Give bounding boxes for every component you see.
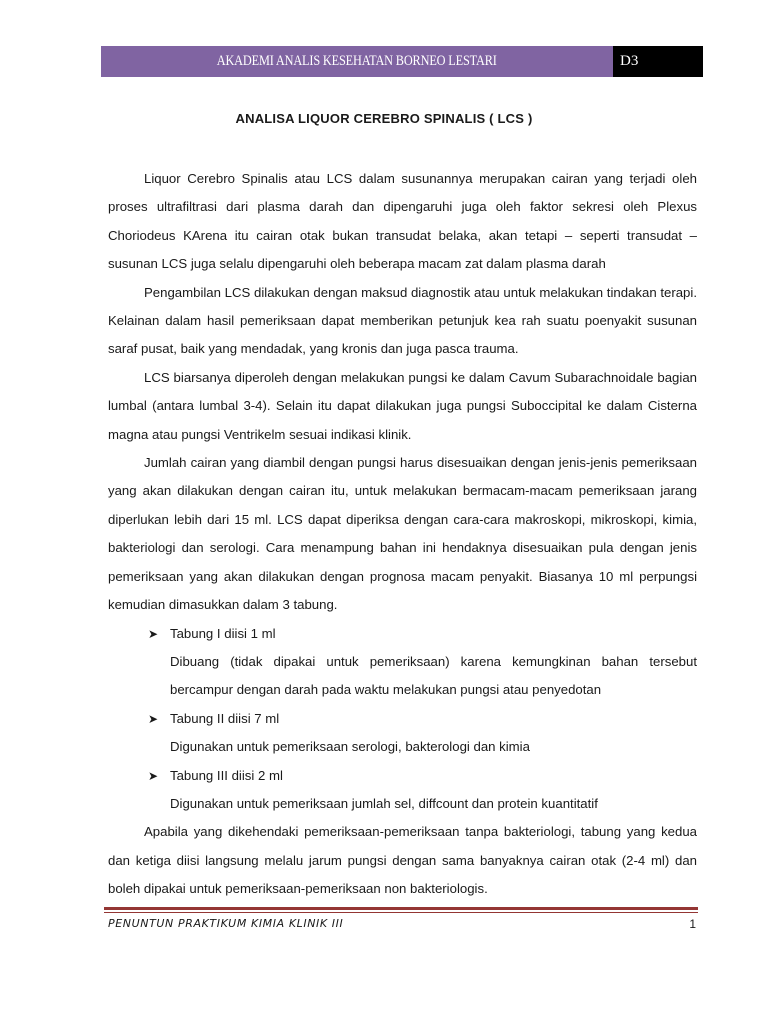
tube-description: Digunakan untuk pemeriksaan jumlah sel, diffcount dan protein kuantitatif [170,795,598,811]
paragraph-2: Pengambilan LCS dilakukan dengan maksud diagnostik atau untuk melakukan tindakan terapi. Kelainan dalam hasil pemeriksaan dapat memberikan petunjuk kea rah suatu poenyakit susunan saraf pusat, baik yang mendadak, yang kronis dan juga pasca trauma. [108,284,697,357]
paragraph-4: Jumlah cairan yang diambil dengan pungsi harus disesuaikan dengan jenis-jenis pemeriksaan yang akan dilakukan dengan cairan itu, untuk melakukan bermacam-macam pemeriksaan jarang diperlukan lebih dari 15 ml. LCS dapat diperiksa dengan cara-cara makroskopi, mikroskopi, kimia, bakteriologi dan serologi. Cara menampung bahan ini hendaknya disesuaikan pula dengan jenis pemeriksaan yang akan dilakukan dengan prognosa macam penyakit. Biasanya 10 ml perpungsi kemudian dimasukkan dalam 3 tabung. [108,455,697,613]
arrow-bullet-icon: ➤ [148,626,159,641]
header-institution-box [101,46,613,77]
page-number: 1 [689,917,696,931]
tube-description: Digunakan untuk pemeriksaan serologi, bakterologi dan kimia [170,739,530,755]
paragraph-3: LCS biarsanya diperoleh dengan melakukan pungsi ke dalam Cavum Subarachnoidale bagian lumbal (antara lumbal 3-4). Selain itu dapat dilakukan juga pungsi Suboccipital ke dalam Cisterna magna atau pungsi Ventrikelm sesuai indikasi klinik. [108,369,697,442]
document-title: ANALISA LIQUOR CEREBRO SPINALIS ( LCS ) [235,111,533,126]
footer-rule-thin [104,912,698,913]
tube-item-3 [108,762,697,790]
footer-rule [104,907,698,913]
header-institution: AKADEMI ANALIS KESEHATAN BORNEO LESTARI [216,53,498,69]
tube-label: Tabung III diisi 2 ml [170,767,283,783]
tube-item-1 [108,620,697,648]
tube-label: Tabung I diisi 1 ml [170,625,276,641]
paragraph-1: Liquor Cerebro Spinalis atau LCS dalam susunannya merupakan cairan yang terjadi oleh proses ultrafiltrasi dari plasma darah dan dipengaruhi juga oleh faktor sekresi oleh Plexus Choriodeus KArena itu cairan otak bukan transudat belaka, akan tetapi – seperti transudat – susunan LCS juga selalu dipengaruhi oleh beberapa macam zat dalam plasma darah [108,171,697,272]
tube-label: Tabung II diisi 7 ml [170,710,280,726]
footer-title: PENUNTUN PRAKTIKUM KIMIA KLINIK III [108,917,344,930]
tube-list [108,620,697,819]
arrow-bullet-icon: ➤ [148,711,159,726]
closing-paragraph: Apabila yang dikehendaki pemeriksaan-pemeriksaan tanpa bakteriologi, tabung yang kedua dan ketiga diisi langsung melalu jarum pungsi dengan sama banyaknya cairan otak (2-4 ml) dan boleh dipakai untuk pemeriksaan-pemeriksaan non bakteriologis. [108,824,697,897]
footer-rule-thick [104,907,698,910]
tube-description: Dibuang (tidak dipakai untuk pemeriksaan) karena kemungkinan bahan tersebut bercampur dengan darah pada waktu melakukan pungsi atau penyedotan [170,653,697,698]
document-body [108,165,697,904]
tube-item-2 [108,705,697,733]
arrow-bullet-icon: ➤ [148,768,159,783]
page-header [101,46,703,77]
header-program: D3 [613,46,703,77]
